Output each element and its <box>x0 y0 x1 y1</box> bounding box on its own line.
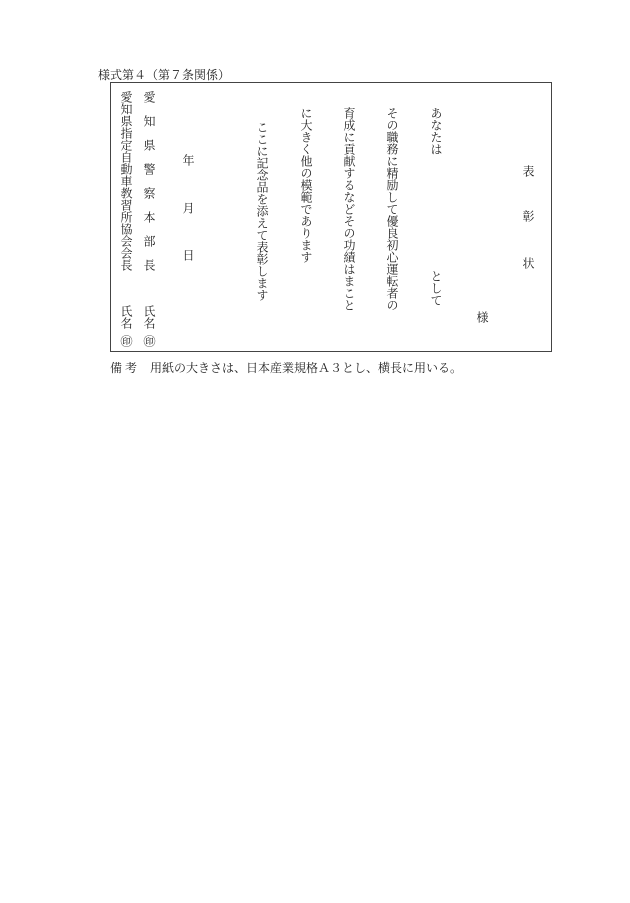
body-line-1: その職務に精励して優良初心運転者の <box>385 107 399 311</box>
body-line-2: 育成に貢献するなどその功績はまこと <box>342 107 356 311</box>
signer-2-seal: ㊞ <box>119 335 133 347</box>
title-char-2: 彰 <box>521 210 535 222</box>
date-year: 年 <box>181 154 195 166</box>
title-char-3: 状 <box>521 257 535 269</box>
remarks <box>110 359 462 376</box>
body-line-3: に大きく他の模範であります <box>299 107 313 263</box>
signer-1-org: 愛知県警察本部長 <box>142 91 156 283</box>
remarks-label: 備考 <box>110 361 141 375</box>
signer-2-org: 愛知県指定自動車教習所協会会長 <box>119 91 133 271</box>
signer-1-seal: ㊞ <box>142 335 156 347</box>
remarks-text: 用紙の大きさは、日本産業規格Ａ３とし、横長に用いる。 <box>150 361 463 375</box>
date-month: 月 <box>181 202 195 214</box>
honorific: 様 <box>475 311 489 323</box>
title-char-1: 表 <box>521 165 535 177</box>
signer-1-name: 氏名 <box>142 305 156 329</box>
body-line-4: ここに記念品を添えて表彰します <box>255 121 269 301</box>
certificate-frame <box>110 82 552 352</box>
signer-2-name: 氏名 <box>119 305 133 329</box>
line-anata: あなたは <box>429 107 443 155</box>
line-toshite: として <box>429 270 443 306</box>
form-number: 様式第４（第７条関係） <box>98 68 231 82</box>
date-day: 日 <box>181 249 195 261</box>
